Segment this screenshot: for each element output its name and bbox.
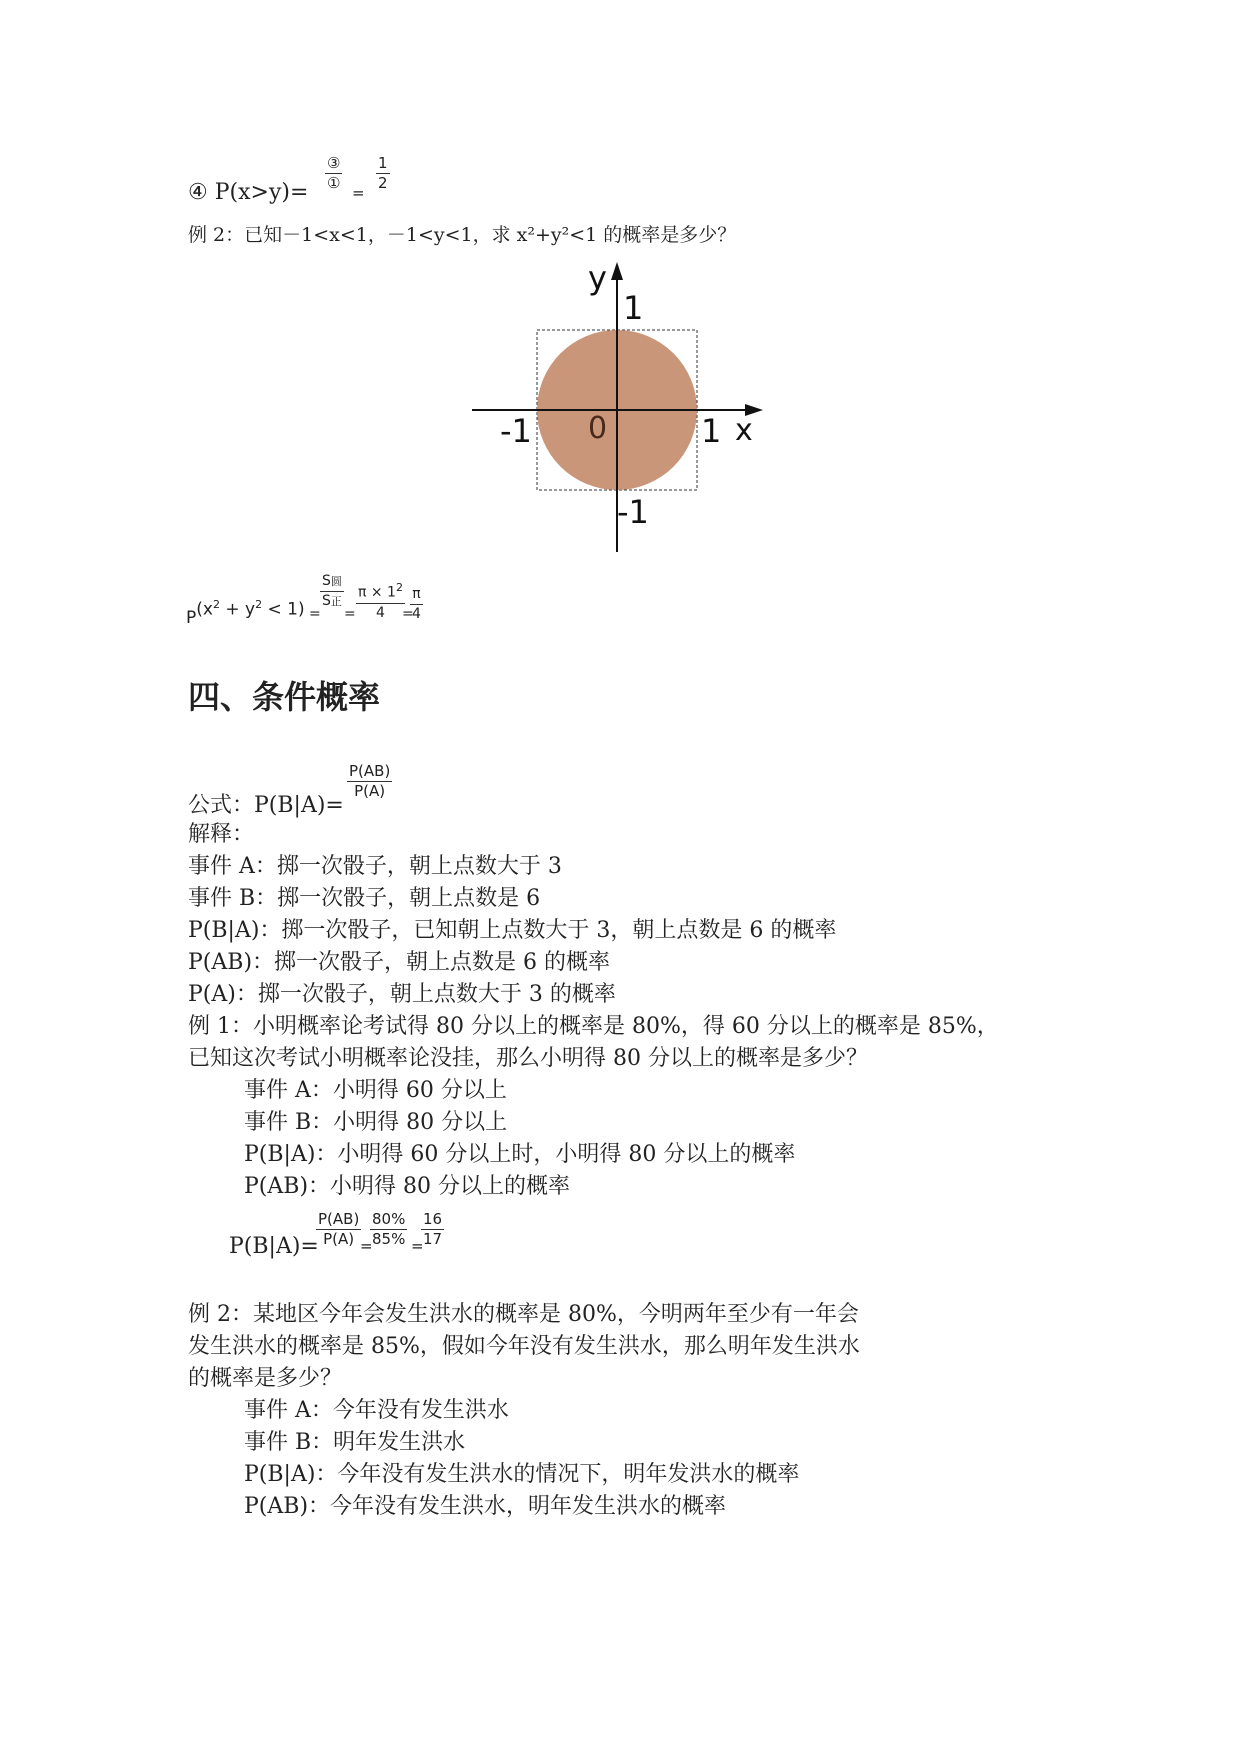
example2-line-0: 例 2：某地区今年会发生洪水的概率是 80%，今明两年至少有一年会: [188, 1302, 859, 1327]
tick-x-neg: -1: [500, 412, 532, 450]
example1-fraction-3-den: 17: [423, 1230, 443, 1248]
example2-item-1: 事件 B：明年发生洪水: [244, 1430, 466, 1455]
top-formula-eq: =: [352, 184, 365, 202]
circle-formula-lhs: [186, 598, 305, 628]
origin-label: 0: [588, 411, 608, 446]
circle-eq1: =: [309, 606, 321, 622]
expr-open: (x: [196, 599, 213, 620]
top-formula: [188, 180, 308, 205]
s-square-sub: 正: [330, 595, 342, 608]
axis-x-label: x: [735, 413, 753, 448]
top-fraction-2: [376, 154, 390, 193]
pi-times-one: π × 1: [358, 584, 396, 601]
section-heading: 四、条件概率: [188, 678, 381, 716]
conditional-formula-label: 公式：P(B|A)=: [188, 793, 344, 818]
top-fraction-2-num: 1: [378, 154, 388, 172]
example1-fraction-1: [316, 1210, 361, 1249]
s-circle-sub: 圆: [330, 575, 342, 588]
explain-line-0: 解释：: [188, 822, 255, 847]
conditional-fraction: [347, 762, 392, 801]
circle-fraction-3-num: π: [410, 585, 422, 605]
exp-2b: 2: [255, 598, 263, 611]
circle-fraction-2-num: [356, 578, 405, 604]
conditional-fraction-num: P(AB): [349, 762, 391, 780]
top-fraction-2-den: 2: [378, 174, 388, 192]
s-square-base: S: [322, 593, 331, 609]
explain-line-3: P(B|A)：掷一次骰子，已知朝上点数大于 3，朝上点数是 6 的概率: [188, 918, 837, 943]
circle-fraction-2-den: 4: [376, 604, 385, 621]
circle-fraction-1: [320, 572, 344, 611]
circle-fraction-1-num: [320, 572, 344, 592]
example2-item-3: P(AB)：今年没有发生洪水，明年发生洪水的概率: [244, 1494, 727, 1519]
example1-fraction-2: [370, 1210, 407, 1249]
example2-item-2: P(B|A)：今年没有发生洪水的情况下，明年发洪水的概率: [244, 1462, 800, 1487]
tick-y-neg: -1: [617, 493, 649, 531]
example1-fraction-3: [421, 1210, 444, 1249]
circle-eq3: =: [402, 606, 414, 622]
example1-fraction-1-den: P(A): [323, 1230, 355, 1248]
example1-item-3: P(AB)：小明得 80 分以上的概率: [244, 1174, 571, 1199]
example2-line-2: 的概率是多少？: [188, 1366, 343, 1391]
example1-line-1: 例 1：小明概率论考试得 80 分以上的概率是 80%，得 60 分以上的概率是 85%，: [188, 1014, 999, 1039]
tick-x-pos: 1: [701, 412, 722, 450]
example1-item-2: P(B|A)：小明得 60 分以上时，小明得 80 分以上的概率: [244, 1142, 796, 1167]
explain-line-4: P(AB)：掷一次骰子，朝上点数是 6 的概率: [188, 950, 611, 975]
circle-fraction-3: [410, 585, 423, 624]
example1-item-1: 事件 B：小明得 80 分以上: [244, 1110, 508, 1135]
explain-line-5: P(A)：掷一次骰子，朝上点数大于 3 的概率: [188, 982, 616, 1007]
circle-eq2: =: [344, 606, 356, 622]
p-label: P: [186, 607, 197, 628]
example1-fraction-3-num: 16: [423, 1210, 443, 1228]
circle-fraction-2: [356, 578, 405, 623]
example1-formula: [229, 1234, 319, 1259]
axis-y-label: y: [588, 259, 607, 297]
example1-fraction-2-num: 80%: [372, 1210, 406, 1228]
example1-fraction-1-num: P(AB): [318, 1210, 360, 1228]
example2-line-1: 发生洪水的概率是 85%，假如今年没有发生洪水，那么明年发生洪水: [188, 1334, 860, 1359]
explain-line-1: 事件 A：掷一次骰子，朝上点数大于 3: [188, 854, 562, 879]
example1-eq1: =: [360, 1237, 373, 1255]
top-formula-label: ④ P(x>y)=: [188, 180, 309, 205]
circle-fraction-1-den: [320, 592, 344, 611]
unit-circle-figure: [460, 255, 780, 555]
expr-close: < 1): [262, 599, 305, 620]
s-circle-base: S: [322, 573, 331, 589]
example1-line-2: 已知这次考试小明概率论没挂，那么小明得 80 分以上的概率是多少？: [188, 1046, 868, 1071]
example1-fraction-2-den: 85%: [372, 1230, 406, 1248]
example2-item-0: 事件 A：今年没有发生洪水: [244, 1398, 509, 1423]
explain-line-2: 事件 B：掷一次骰子，朝上点数是 6: [188, 886, 541, 911]
exp-2a: 2: [212, 598, 220, 611]
conditional-fraction-den: P(A): [354, 782, 386, 800]
example1-item-0: 事件 A：小明得 60 分以上: [244, 1078, 507, 1103]
example2-question: 例 2：已知－1<x<1，－1<y<1，求 x²+y²<1 的概率是多少？: [188, 224, 737, 246]
top-fraction-1-den: ①: [327, 174, 341, 192]
y-axis-arrow: [611, 262, 623, 280]
circle-fraction-3-den: 4: [412, 606, 421, 622]
pi-exp: 2: [395, 581, 403, 594]
example1-formula-label: P(B|A)=: [229, 1234, 319, 1259]
top-fraction-1-num: ③: [327, 154, 341, 172]
tick-y-pos: 1: [623, 289, 644, 327]
conditional-formula: [188, 788, 344, 819]
example1-eq2: =: [411, 1237, 424, 1255]
plus-y: + y: [219, 599, 256, 620]
top-fraction-1: [325, 154, 342, 193]
